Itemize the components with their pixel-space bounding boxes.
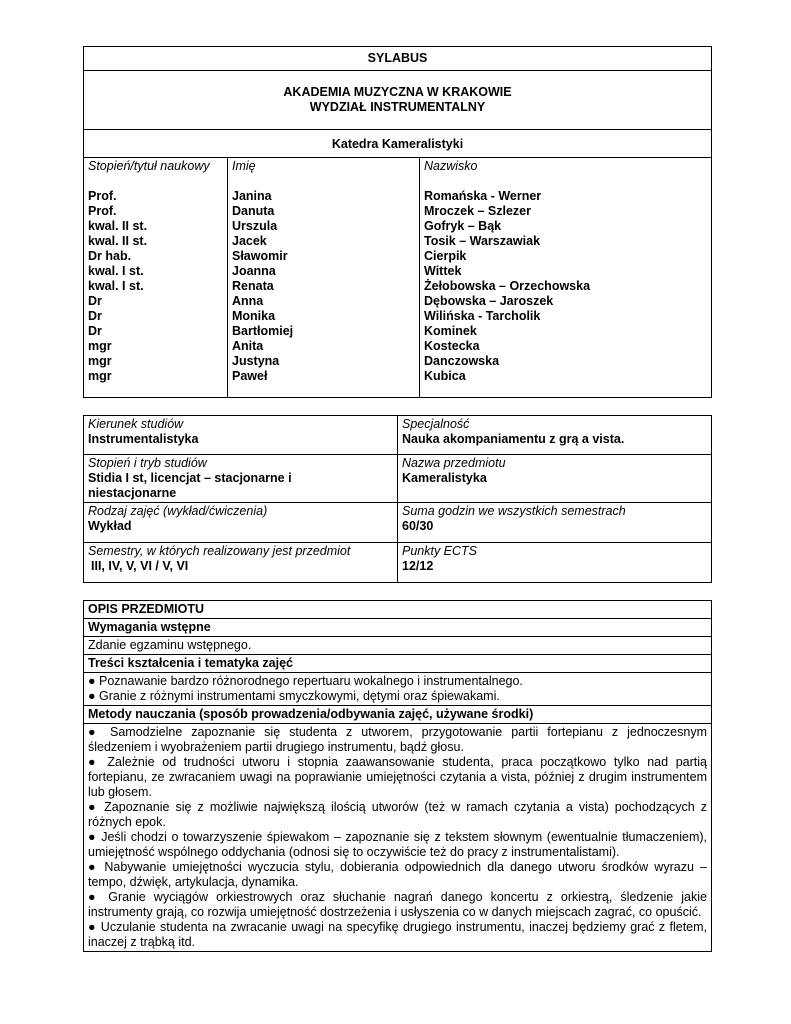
przedmiot-value: Kameralistyka bbox=[402, 471, 487, 485]
staff-degree: mgr bbox=[88, 354, 112, 368]
metody-list bbox=[84, 724, 712, 952]
institution-name: AKADEMIA MUZYCZNA W KRAKOWIE bbox=[283, 85, 512, 99]
header-staff-table bbox=[83, 46, 712, 398]
metody-item: ● Samodzielne zapoznanie się studenta z utworem, przygotowanie partii fortepianu z jednoczesnym śledzeniem i wyobrażeniem partii drugiego instrumentu, bądź głosu. bbox=[88, 725, 707, 754]
przedmiot-label: Nazwa przedmiotu bbox=[402, 456, 506, 470]
staff-degree: mgr bbox=[88, 339, 112, 353]
staff-first-name: Danuta bbox=[232, 204, 275, 218]
metody-item: ● Zależnie od trudności utworu i stopnia zaawansowanie studenta, praca początkowo tylko nad partią fortepianu, ze zwracaniem uwagi na poprawianie umiejętności czytania a vista, później z drugim instrumentem lub głosem. bbox=[88, 755, 707, 799]
staff-degree: Dr bbox=[88, 309, 102, 323]
staff-last-name: Gofryk – Bąk bbox=[424, 219, 502, 233]
kierunek-value: Instrumentalistyka bbox=[88, 432, 199, 446]
faculty-name: WYDZIAŁ INSTRUMENTALNY bbox=[309, 100, 486, 114]
tresci-item: ● Poznawanie bardzo różnorodnego repertuaru wokalnego i instrumentalnego. bbox=[88, 674, 523, 688]
last-name-column bbox=[420, 158, 712, 398]
degree-column bbox=[84, 158, 228, 398]
wymagania-title: Wymagania wstępne bbox=[84, 619, 712, 637]
staff-last-name: Żełobowska – Orzechowska bbox=[424, 279, 591, 293]
staff-degree: kwal. II st. bbox=[88, 219, 148, 233]
syllabus-title: SYLABUS bbox=[84, 47, 712, 71]
staff-first-name: Sławomir bbox=[232, 249, 288, 263]
staff-degree: Dr hab. bbox=[88, 249, 132, 263]
metody-item: ● Uczulanie studenta na zwracanie uwagi na specyfikę drugiego instrumentu, inaczej będziemy grać z fletem, inaczej z trąbką itd. bbox=[88, 920, 707, 949]
staff-last-name: Kominek bbox=[424, 324, 477, 338]
first-name-column bbox=[228, 158, 420, 398]
institution-block bbox=[84, 71, 712, 130]
godziny-value: 60/30 bbox=[402, 519, 434, 533]
staff-last-name: Wittek bbox=[424, 264, 462, 278]
rodzaj-label: Rodzaj zajęć (wykład/ćwiczenia) bbox=[88, 504, 268, 518]
degree-header: Stopień/tytuł naukowy bbox=[88, 159, 210, 173]
przedmiot-cell bbox=[398, 455, 712, 503]
staff-last-name: Kubica bbox=[424, 369, 466, 383]
staff-degree: kwal. I st. bbox=[88, 279, 144, 293]
tresci-title: Treści kształcenia i tematyka zajęć bbox=[84, 655, 712, 673]
last-name-list bbox=[424, 189, 707, 384]
staff-degree: kwal. I st. bbox=[88, 264, 144, 278]
godziny-cell bbox=[398, 503, 712, 543]
staff-first-name: Jacek bbox=[232, 234, 267, 248]
staff-first-name: Anita bbox=[232, 339, 264, 353]
staff-first-name: Paweł bbox=[232, 369, 268, 383]
staff-first-name: Monika bbox=[232, 309, 276, 323]
kierunek-label: Kierunek studiów bbox=[88, 417, 184, 431]
opis-title: OPIS PRZEDMIOTU bbox=[84, 601, 712, 619]
semestry-label: Semestry, w których realizowany jest przedmiot bbox=[88, 544, 351, 558]
metody-title: Metody nauczania (sposób prowadzenia/odbywania zajęć, używane środki) bbox=[84, 706, 712, 724]
staff-degree: Dr bbox=[88, 294, 102, 308]
metody-item: ● Granie wyciągów orkiestrowych oraz słuchanie nagrań danego koncertu z orkiestrą, śledzenie jakie instrumenty grają, co rozwija umiejętność dostrzeżenia i usłyszenia co w danych miejscach zagrać, co opuścić. bbox=[88, 890, 707, 919]
stopien-label: Stopień i tryb studiów bbox=[88, 456, 207, 470]
tresci-item: ● Granie z różnymi instrumentami smyczkowymi, dętymi oraz śpiewakami. bbox=[88, 689, 500, 703]
staff-last-name: Wilińska - Tarcholik bbox=[424, 309, 541, 323]
staff-degree: Dr bbox=[88, 324, 102, 338]
metody-item: ● Jeśli chodzi o towarzyszenie śpiewakom – zapoznanie się z tekstem słownym (ewentualnie tłumaczeniem), umiejętność wspólnego oddychania (odnosi się to oczywiście też do pracy z instrumentalistami). bbox=[88, 830, 707, 859]
godziny-label: Suma godzin we wszystkich semestrach bbox=[402, 504, 626, 518]
staff-last-name: Danczowska bbox=[424, 354, 500, 368]
staff-first-name: Urszula bbox=[232, 219, 278, 233]
staff-degree: kwal. II st. bbox=[88, 234, 148, 248]
kierunek-cell bbox=[84, 416, 398, 455]
degree-list bbox=[88, 189, 223, 384]
tresci-list bbox=[84, 673, 712, 706]
course-description-table bbox=[83, 600, 712, 952]
staff-last-name: Tosik – Warszawiak bbox=[424, 234, 541, 248]
rodzaj-value: Wykład bbox=[88, 519, 132, 533]
department-name: Katedra Kameralistyki bbox=[84, 130, 712, 158]
ects-value: 12/12 bbox=[402, 559, 434, 573]
staff-first-name: Anna bbox=[232, 294, 264, 308]
specjalnosc-label: Specjalność bbox=[402, 417, 470, 431]
staff-first-name: Janina bbox=[232, 189, 272, 203]
first-name-list bbox=[232, 189, 415, 384]
ects-cell bbox=[398, 543, 712, 583]
metody-item: ● Zapoznanie się z możliwie największą ilością utworów (też w ramach czytania a vista) pochodzących z różnych epok. bbox=[88, 800, 707, 829]
wymagania-text: Zdanie egzaminu wstępnego. bbox=[84, 637, 712, 655]
staff-first-name: Joanna bbox=[232, 264, 276, 278]
staff-first-name: Bartłomiej bbox=[232, 324, 294, 338]
semestry-value: III, IV, V, VI / V, VI bbox=[91, 559, 189, 573]
rodzaj-cell bbox=[84, 503, 398, 543]
staff-degree: Prof. bbox=[88, 189, 117, 203]
last-name-header: Nazwisko bbox=[424, 159, 478, 173]
first-name-header: Imię bbox=[232, 159, 256, 173]
staff-last-name: Cierpik bbox=[424, 249, 467, 263]
staff-first-name: Justyna bbox=[232, 354, 280, 368]
stopien-value: Stidia I st, licencjat – stacjonarne i niestacjonarne bbox=[88, 471, 292, 500]
staff-last-name: Romańska - Werner bbox=[424, 189, 542, 203]
stopien-cell bbox=[84, 455, 398, 503]
staff-last-name: Dębowska – Jaroszek bbox=[424, 294, 554, 308]
staff-last-name: Mroczek – Szlezer bbox=[424, 204, 531, 218]
staff-degree: Prof. bbox=[88, 204, 117, 218]
semestry-cell bbox=[84, 543, 398, 583]
staff-degree: mgr bbox=[88, 369, 112, 383]
staff-first-name: Renata bbox=[232, 279, 274, 293]
ects-label: Punkty ECTS bbox=[402, 544, 478, 558]
study-info-table bbox=[83, 415, 712, 583]
staff-last-name: Kostecka bbox=[424, 339, 480, 353]
specjalnosc-value: Nauka akompaniamentu z grą a vista. bbox=[402, 432, 625, 446]
specjalnosc-cell bbox=[398, 416, 712, 455]
metody-item: ● Nabywanie umiejętności wyczucia stylu, dobierania odpowiednich dla danego utworu środków wyrazu – tempo, dźwięk, artykulacja, dynamika. bbox=[88, 860, 707, 889]
